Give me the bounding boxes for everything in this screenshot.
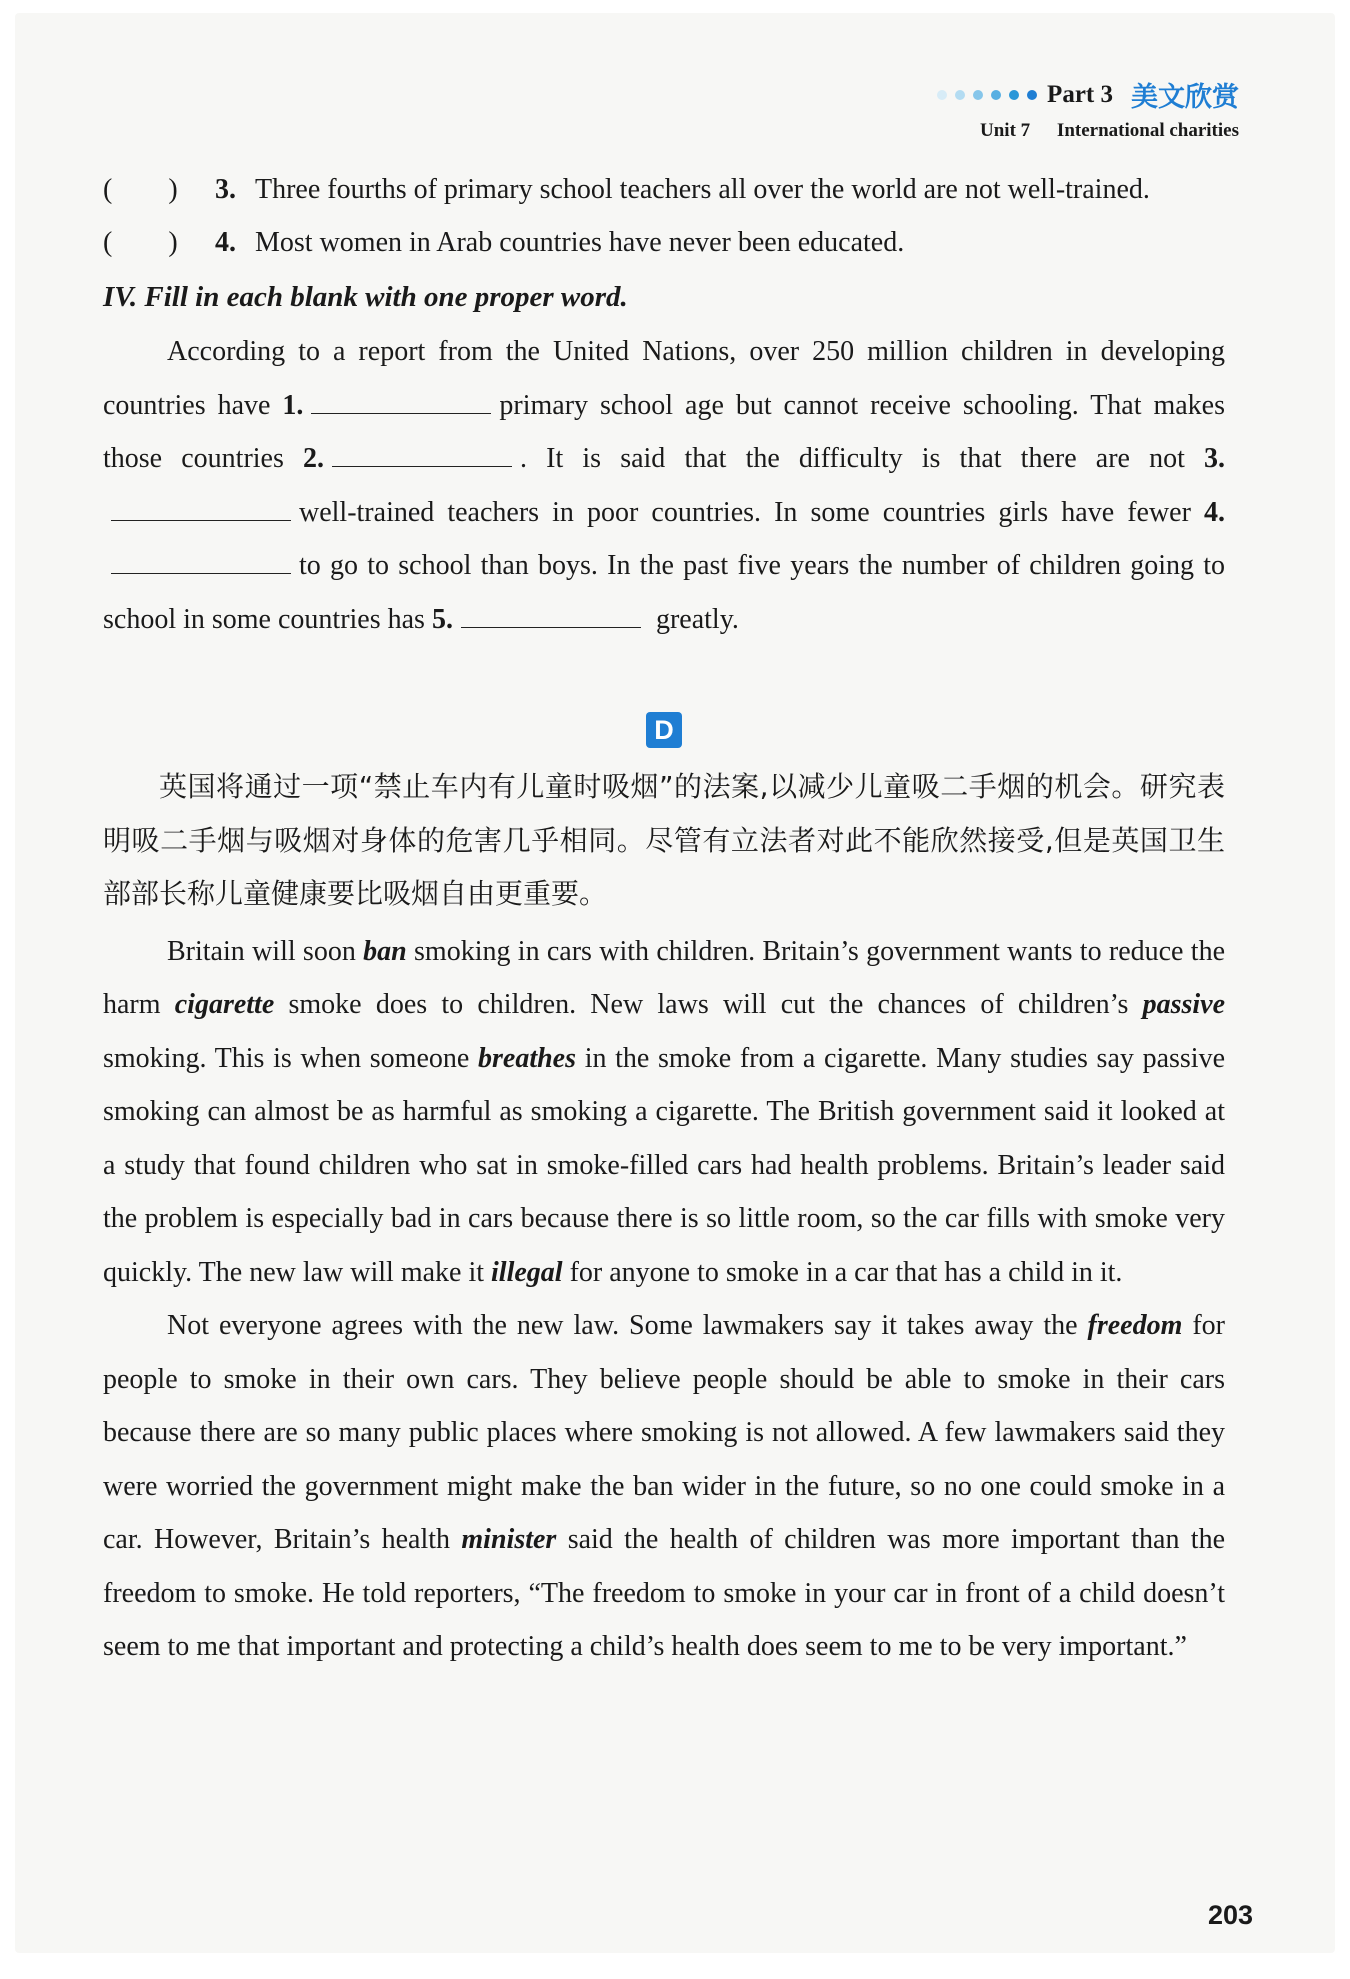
cloze-text: . It is said that the difficulty is that there are not — [520, 443, 1185, 474]
cloze-text: greatly. — [655, 603, 739, 635]
answer-blank[interactable] — [111, 549, 291, 574]
keyword: freedom — [1087, 1310, 1183, 1341]
dot-icon — [973, 90, 983, 100]
passage-text: smoke does to children. New laws will cut the chances of children’s — [288, 989, 1129, 1020]
unit-title: International charities — [1056, 120, 1239, 141]
keyword: cigarette — [174, 989, 275, 1020]
passage-text: for people to smoke in their own cars. They believe people should be able to smoke in their cars because there are so many public places where smoking is not allowed. A few lawmakers said they were worried the government might make the ban wider in the future, so no one could smoke in a car. However, Britain’s health — [103, 1310, 1226, 1555]
part-label: Part 3 — [1047, 80, 1113, 108]
cloze-text: well-trained teachers in poor countries. In some countries girls have fewer — [299, 496, 1191, 528]
keyword: illegal — [491, 1256, 563, 1288]
passage-text: Britain will soon — [167, 935, 356, 967]
item-number: 3. — [215, 174, 236, 205]
cloze-text: According to a report from the United Nations, over 250 million children in developing countries have — [103, 336, 1225, 421]
keyword: minister — [461, 1524, 557, 1555]
keyword: breathes — [478, 1042, 576, 1074]
passage-text: in the smoke from a cigarette. Many studies say passive smoking can almost be as harmful as smoking a cigarette. The British government said it looked at a study that found children who sat in smoke-filled cars had health problems. Britain’s leader said the problem is especially bad in cars because there is so little room, so the car fills with smoke very quickly. The new law will make it — [103, 1042, 1225, 1288]
item-statement: Most women in Arab countries have never been educated. — [255, 227, 905, 258]
dot-icon — [1009, 90, 1019, 100]
cloze-text: to go to school than boys. In the past five years the number of children going to school in some countries has — [103, 550, 1225, 635]
cloze-paragraph — [103, 325, 1225, 646]
decorative-dots — [937, 90, 1037, 100]
cloze-text: primary school age but cannot receive schooling. That makes those countries — [103, 389, 1225, 474]
true-false-item — [103, 216, 1225, 269]
true-false-item — [103, 163, 1225, 216]
item-statement: Three fourths of primary school teachers all over the world are not well-trained. — [255, 174, 1150, 205]
passage-text: Not everyone agrees with the new law. Some lawmakers say it takes away the — [167, 1310, 1078, 1341]
passage-text: smoking. This is when someone — [103, 1042, 470, 1074]
chinese-summary: 英国将通过一项“禁止车内有儿童时吸烟”的法案,以减少儿童吸二手烟的机会。研究表明吸二手烟与吸烟对身体的危害几乎相同。尽管有立法者对此不能欣然接受,但是英国卫生部部长称儿童健康要比吸烟自由更重要。 — [103, 770, 1225, 910]
blank-number: 4. — [1204, 496, 1225, 528]
answer-parentheses[interactable]: ( ) — [103, 227, 178, 258]
answer-blank[interactable] — [311, 389, 491, 414]
dot-icon — [937, 90, 947, 100]
passage-paragraph-2 — [103, 1299, 1225, 1674]
unit-label: Unit 7 — [980, 120, 1031, 141]
dot-icon — [1027, 90, 1037, 100]
blank-number: 2. — [303, 443, 325, 474]
blank-number: 3. — [1204, 443, 1225, 474]
passage-text: for anyone to smoke in a car that has a child in it. — [569, 1256, 1123, 1288]
answer-blank[interactable] — [332, 442, 512, 467]
blank-number: 5. — [431, 603, 453, 635]
answer-blank[interactable] — [461, 603, 641, 628]
dot-icon — [991, 90, 1001, 100]
passage-text: said the health of children was more important than the freedom to smoke. He told reporters, “The freedom to smoke in your car in front of a child doesn’t seem to me that important and protecting a child’s health does seem to me to be very important.” — [103, 1524, 1225, 1662]
page-number: 203 — [1207, 1900, 1253, 1930]
passage-text: smoking in cars with children. Britain’s government wants to reduce the harm — [103, 935, 1225, 1020]
answer-blank[interactable] — [111, 496, 291, 521]
dot-icon — [955, 90, 965, 100]
answer-parentheses[interactable]: ( ) — [103, 174, 178, 205]
page-header — [937, 75, 1239, 142]
keyword: ban — [363, 935, 407, 967]
textbook-page — [15, 13, 1335, 1953]
blank-number: 1. — [282, 389, 304, 421]
section-title: IV. Fill in each blank with one proper word. — [103, 281, 628, 313]
part-chinese-title: 美文欣赏 — [1131, 82, 1239, 113]
passage-paragraph-1 — [103, 925, 1225, 1300]
keyword: passive — [1142, 989, 1225, 1020]
item-number: 4. — [215, 227, 236, 258]
main-content — [103, 163, 1225, 1674]
passage-d-badge: D — [646, 712, 682, 748]
